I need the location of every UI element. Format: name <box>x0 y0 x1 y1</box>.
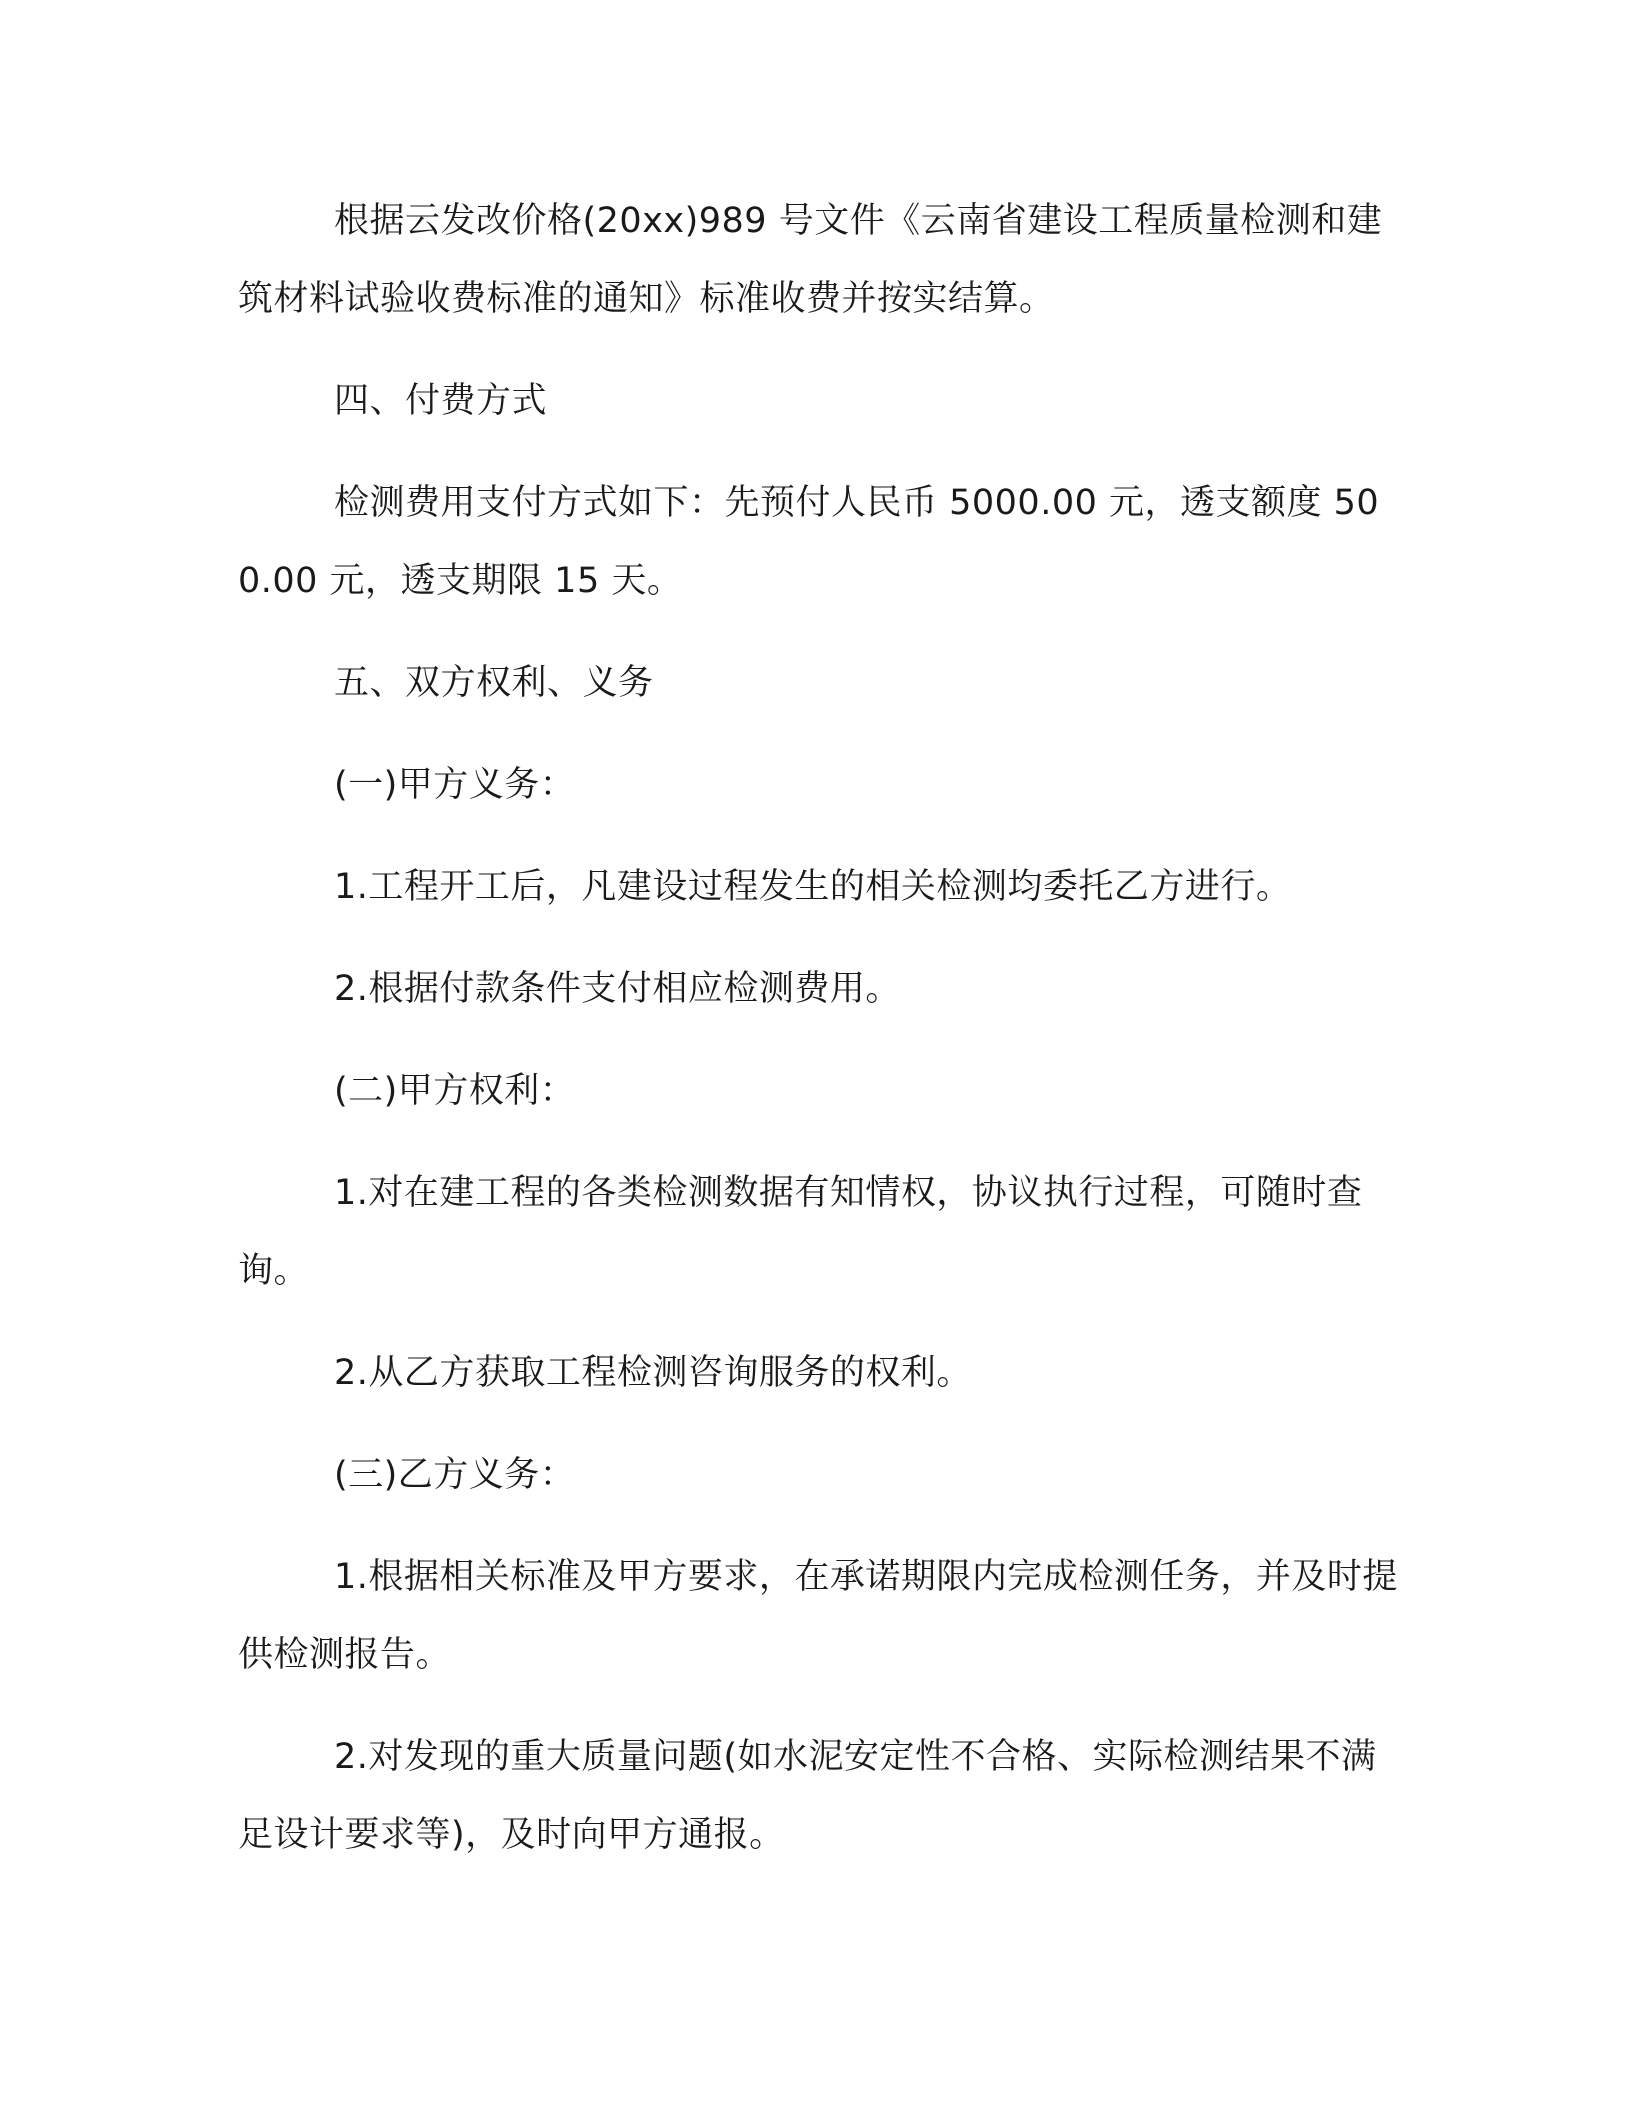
paragraph-party-a-obligation-1: 1.工程开工后，凡建设过程发生的相关检测均委托乙方进行。 <box>334 867 1292 907</box>
subheading-party-b-obligations: (三)乙方义务： <box>334 1455 576 1495</box>
subheading-party-a-obligations: (一)甲方义务： <box>334 765 576 805</box>
paragraph-party-a-right-2: 2.从乙方获取工程检测咨询服务的权利。 <box>334 1353 972 1393</box>
paragraph-party-a-right-1: 1.对在建工程的各类检测数据有知情权，协议执行过程，可随时查询。 <box>238 1173 1363 1291</box>
section-heading-rights-obligations: 五、双方权利、义务 <box>334 663 654 703</box>
section-heading-payment: 四、付费方式 <box>334 381 548 421</box>
paragraph-party-b-obligation-2: 2.对发现的重大质量问题(如水泥安定性不合格、实际检测结果不满足设计要求等)，及时向甲方通报。 <box>238 1737 1377 1855</box>
document-body <box>238 182 1398 1898</box>
paragraph-party-b-obligation-1: 1.根据相关标准及甲方要求，在承诺期限内完成检测任务，并及时提供检测报告。 <box>238 1557 1398 1675</box>
subheading-party-a-rights: (二)甲方权利： <box>334 1071 576 1111</box>
paragraph-payment-method: 检测费用支付方式如下：先预付人民币 5000.00 元，透支额度 500.00 元，透支期限 15 天。 <box>238 483 1380 601</box>
paragraph-party-a-obligation-2: 2.根据付款条件支付相应检测费用。 <box>334 969 901 1009</box>
paragraph-fee-basis: 根据云发改价格(20xx)989 号文件《云南省建设工程质量检测和建筑材料试验收费标准的通知》标准收费并按实结算。 <box>238 201 1383 319</box>
